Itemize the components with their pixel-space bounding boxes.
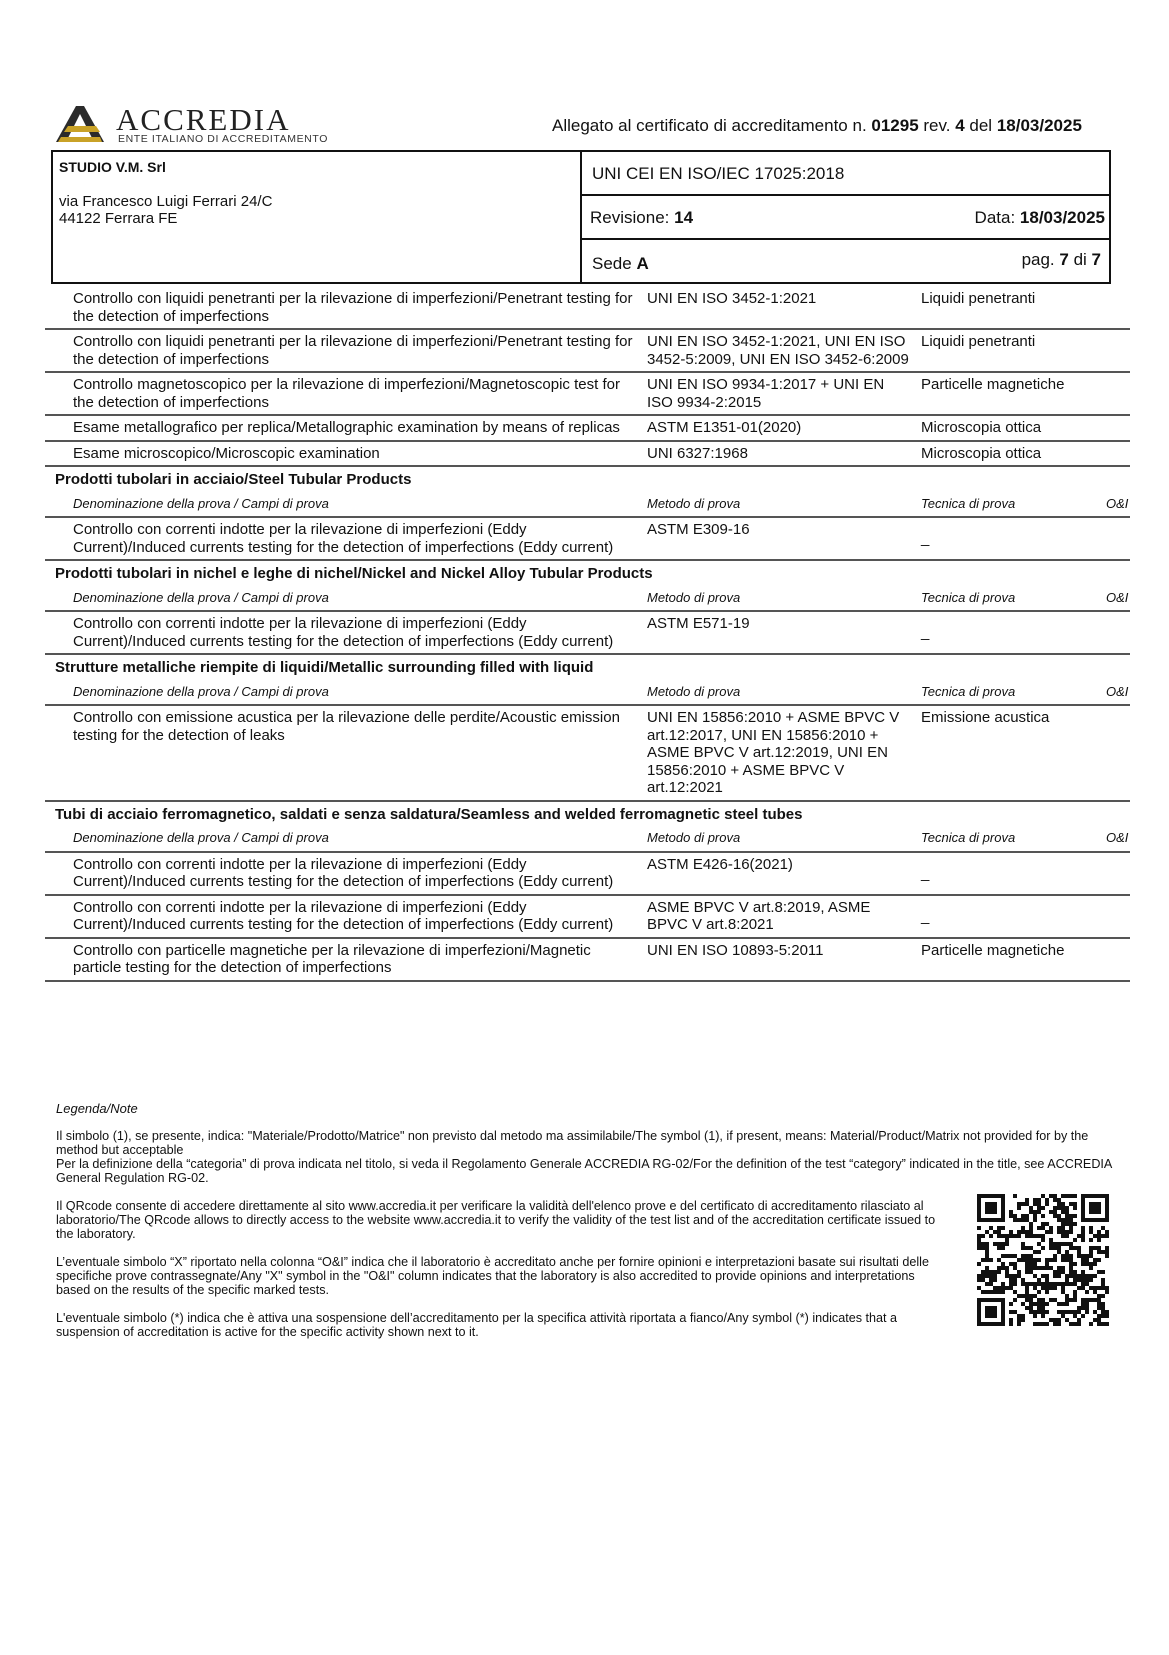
section-title-row — [45, 801, 1130, 827]
section-title-row — [45, 560, 1130, 586]
sede-label: Sede — [592, 254, 637, 273]
test-table — [45, 287, 1130, 982]
test-name: Controllo con liquidi penetranti per la rilevazione di imperfezioni/Penetrant testing for the detection of imperfections — [45, 287, 643, 329]
col-header-method: Metodo di prova — [643, 492, 917, 518]
page-number — [1022, 250, 1101, 270]
legend-note-2: Per la definizione della “categoria” di prova indicata nel titolo, si veda il Regolamento Generale ACCREDIA RG-02/For the definition of the test “category” indicated in the title, see ACCREDIA General Regulation RG-02. — [56, 1157, 1112, 1185]
qr-modules — [977, 1194, 1109, 1326]
test-technique: Microscopia ottica — [917, 441, 1102, 467]
accredia-logo — [54, 104, 344, 144]
test-technique: Particelle magnetiche — [917, 372, 1102, 415]
test-name: Controllo con emissione acustica per la rilevazione delle perdite/Acoustic emission testing for the detection of leaks — [45, 705, 643, 801]
test-oi — [1102, 415, 1130, 441]
cert-date: 18/03/2025 — [996, 116, 1082, 135]
section-title: Tubi di acciaio ferromagnetico, saldati e senza saldatura/Seamless and welded ferromagnetic steel tubes — [55, 805, 803, 823]
col-header-name: Denominazione della prova / Campi di prova — [45, 680, 643, 706]
table-row — [45, 895, 1130, 938]
section-title-row — [45, 466, 1130, 492]
test-technique: Particelle magnetiche — [917, 938, 1102, 981]
standard-cell — [582, 152, 1109, 196]
page-of: di — [1068, 250, 1092, 269]
table-row — [45, 705, 1130, 801]
legend-note-3: Il QRcode consente di accedere direttamente al sito www.accredia.it per verificare la validità dell'elenco prove e del certificato di accreditamento rilasciato al laboratorio/The QRcode allows to directly access to the website www.accredia.it to verify the validity of the test list and of the accreditation certificate issued to the laboratory. — [56, 1199, 936, 1241]
date-label: Data: — [974, 208, 1020, 227]
test-technique: Microscopia ottica — [917, 415, 1102, 441]
test-method: UNI EN ISO 3452-1:2021 — [643, 287, 917, 329]
test-name: Controllo con correnti indotte per la rilevazione di imperfezioni (Eddy Current)/Induced currents testing for the detection of imperfections (Eddy current) — [45, 895, 643, 938]
test-method: ASTM E426-16(2021) — [643, 852, 917, 895]
test-method: UNI EN ISO 10893-5:2011 — [643, 938, 917, 981]
logo-subtitle: ENTE ITALIANO DI ACCREDITAMENTO — [118, 133, 328, 145]
test-name: Esame microscopico/Microscopic examination — [45, 441, 643, 467]
table-row — [45, 852, 1130, 895]
col-header-technique: Tecnica di prova — [917, 492, 1102, 518]
table-row — [45, 415, 1130, 441]
date — [975, 208, 1105, 228]
column-header-row — [45, 492, 1130, 518]
test-oi — [1102, 329, 1130, 372]
table-row — [45, 441, 1130, 467]
legend-note-1: Il simbolo (1), se presente, indica: "Materiale/Prodotto/Matrice" non previsto dal metodo ma assimilabile/The symbol (1), if present, means: Material/Product/Matrix not provided for by the method but acceptable — [56, 1129, 1089, 1157]
test-oi — [1102, 852, 1130, 895]
header-box — [51, 150, 1111, 284]
accredia-logo-mark-icon — [54, 104, 110, 144]
test-name: Controllo con particelle magnetiche per la rilevazione di imperfezioni/Magnetic particle testing for the detection of imperfections — [45, 938, 643, 981]
col-header-technique: Tecnica di prova — [917, 680, 1102, 706]
test-method: UNI 6327:1968 — [643, 441, 917, 467]
table-row — [45, 287, 1130, 329]
test-name: Controllo con correnti indotte per la rilevazione di imperfezioni (Eddy Current)/Induced currents testing for the detection of imperfections (Eddy current) — [45, 852, 643, 895]
logo-title: ACCREDIA — [116, 102, 291, 137]
section-title: Strutture metalliche riempite di liquidi/Metallic surrounding filled with liquid — [55, 659, 594, 676]
table-row — [45, 611, 1130, 654]
col-header-method: Metodo di prova — [643, 586, 917, 612]
legend-note-4: L’eventuale simbolo “X” riportato nella colonna “O&I” indica che il laboratorio è accreditato anche per fornire opinioni e interpretazioni basate sui risultati delle specifiche prove contrassegnate/Any "X" symbol in the "O&I" column indicates that the laboratory is also accredited to provide opinions and interpretations based on the results of the specific marked tests. — [56, 1255, 929, 1297]
test-technique: _ — [917, 517, 1102, 560]
test-method: ASTM E571-19 — [643, 611, 917, 654]
page-label: pag. — [1021, 250, 1060, 269]
section-title-row — [45, 654, 1130, 680]
qr-code[interactable] — [977, 1194, 1109, 1326]
test-oi — [1102, 287, 1130, 329]
test-method: ASTM E1351-01(2020) — [643, 415, 917, 441]
cert-number: 01295 — [871, 116, 919, 135]
col-header-name: Denominazione della prova / Campi di prova — [45, 492, 643, 518]
test-technique: _ — [917, 895, 1102, 938]
lab-address-line2: 44122 Ferrara FE — [59, 210, 178, 227]
section-title: Prodotti tubolari in nichel e leghe di nichel/Nickel and Nickel Alloy Tubular Products — [55, 565, 653, 582]
col-header-technique: Tecnica di prova — [917, 826, 1102, 852]
del-label: del — [964, 116, 997, 135]
col-header-method: Metodo di prova — [643, 680, 917, 706]
revision-cell — [582, 196, 1109, 240]
test-technique: Liquidi penetranti — [917, 329, 1102, 372]
test-oi — [1102, 517, 1130, 560]
col-header-name: Denominazione della prova / Campi di prova — [45, 586, 643, 612]
lab-address-line1: via Francesco Luigi Ferrari 24/C — [59, 193, 273, 210]
test-technique: _ — [917, 611, 1102, 654]
table-row — [45, 517, 1130, 560]
legend-note-5: L'eventuale simbolo (*) indica che è attiva una sospensione dell’accreditamento per la specifica attività riportata a fianco/Any symbol (*) indicates that a suspension of accreditation is active for the specific activity shown next to it. — [56, 1311, 898, 1339]
test-method: UNI EN ISO 9934-1:2017 + UNI EN ISO 9934-2:2015 — [643, 372, 917, 415]
page-total: 7 — [1091, 250, 1101, 269]
legend — [56, 1102, 1121, 1339]
test-oi — [1102, 895, 1130, 938]
col-header-oi: O&I — [1102, 680, 1130, 706]
lab-address — [59, 193, 272, 227]
col-header-oi: O&I — [1102, 586, 1130, 612]
cert-prefix: Allegato al certificato di accreditamento n. — [552, 116, 872, 135]
table-row — [45, 372, 1130, 415]
col-header-technique: Tecnica di prova — [917, 586, 1102, 612]
test-name: Controllo con liquidi penetranti per la rilevazione di imperfezioni/Penetrant testing for the detection of imperfections — [45, 329, 643, 372]
test-name: Esame metallografico per replica/Metallographic examination by means of replicas — [45, 415, 643, 441]
sede-value: A — [636, 254, 649, 273]
lab-name: STUDIO V.M. Srl — [59, 159, 166, 175]
test-name: Controllo con correnti indotte per la rilevazione di imperfezioni (Eddy Current)/Induced currents testing for the detection of imperfections (Eddy current) — [45, 517, 643, 560]
test-oi — [1102, 705, 1130, 801]
column-header-row — [45, 586, 1130, 612]
section-title: Prodotti tubolari in acciaio/Steel Tubular Products — [55, 471, 412, 488]
test-method: UNI EN ISO 3452-1:2021, UNI EN ISO 3452-5:2009, UNI EN ISO 3452-6:2009 — [643, 329, 917, 372]
test-technique: Emissione acustica — [917, 705, 1102, 801]
rev-number: 4 — [955, 116, 965, 135]
qr-code-icon — [977, 1194, 1109, 1326]
revision-value: 14 — [674, 208, 694, 227]
test-oi — [1102, 611, 1130, 654]
test-technique: Liquidi penetranti — [917, 287, 1102, 329]
col-header-oi: O&I — [1102, 492, 1130, 518]
legend-title: Legenda/Note — [56, 1101, 138, 1116]
rev-label: rev. — [918, 116, 956, 135]
test-method: ASME BPVC V art.8:2019, ASME BPVC V art.8:2021 — [643, 895, 917, 938]
column-header-row — [45, 826, 1130, 852]
test-oi — [1102, 441, 1130, 467]
certificate-reference — [552, 116, 1082, 136]
test-method: UNI EN 15856:2010 + ASME BPVC V art.12:2017, UNI EN 15856:2010 + ASME BPVC V art.12:2019, UNI EN 15856:2010 + ASME BPVC V art.12:2021 — [643, 705, 917, 801]
col-header-name: Denominazione della prova / Campi di prova — [45, 826, 643, 852]
page-current: 7 — [1059, 250, 1069, 269]
lab-info — [53, 152, 582, 282]
test-technique: _ — [917, 852, 1102, 895]
col-header-method: Metodo di prova — [643, 826, 917, 852]
col-header-oi: O&I — [1102, 826, 1130, 852]
standard: UNI CEI EN ISO/IEC 17025:2018 — [592, 164, 845, 183]
revision-label: Revisione: — [590, 208, 675, 227]
column-header-row — [45, 680, 1130, 706]
revision — [590, 208, 693, 228]
sede-cell — [582, 240, 1109, 284]
table-row — [45, 938, 1130, 981]
test-oi — [1102, 938, 1130, 981]
date-value: 18/03/2025 — [1019, 208, 1105, 227]
table-row — [45, 329, 1130, 372]
test-oi — [1102, 372, 1130, 415]
test-name: Controllo con correnti indotte per la rilevazione di imperfezioni (Eddy Current)/Induced currents testing for the detection of imperfections (Eddy current) — [45, 611, 643, 654]
sede — [592, 254, 649, 274]
test-method: ASTM E309-16 — [643, 517, 917, 560]
test-name: Controllo magnetoscopico per la rilevazione di imperfezioni/Magnetoscopic test for the detection of imperfections — [45, 372, 643, 415]
